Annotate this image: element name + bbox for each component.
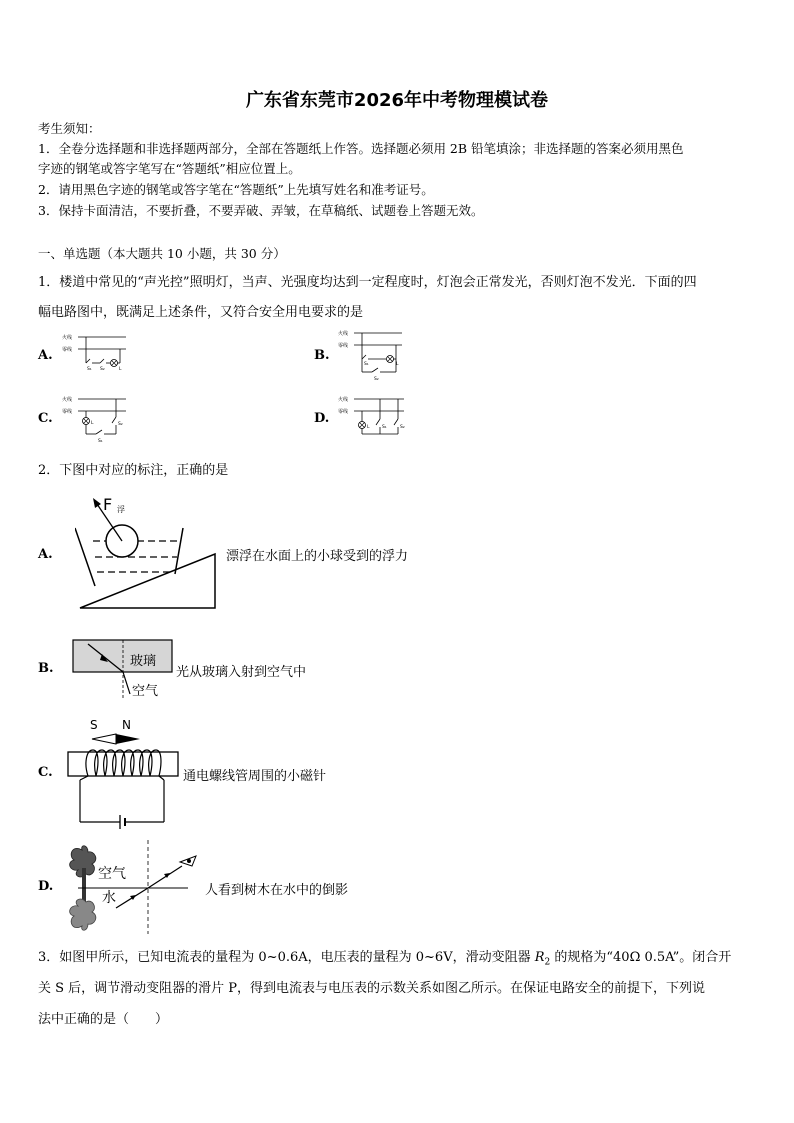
q3-stem-part1: 3．如图甲所示，已知电流表的量程为 0~0.6A，电压表的量程为 0~6V，滑动变阻器 (38, 950, 535, 965)
r2-subscript: 2 (544, 957, 551, 968)
q2-option-b-label: B. (38, 661, 54, 676)
svg-text:零线: 零线 (338, 343, 349, 349)
r2-symbol: R (534, 950, 545, 965)
q2-option-c-label: C. (38, 765, 53, 780)
neutral-wire-label: 零线 (62, 347, 73, 353)
q1-option-b-label: B. (314, 348, 330, 363)
tree-reflection-icon (70, 888, 96, 930)
q1-stem: 1．楼道中常见的“声光控”照明灯，当声、光强度均达到一定程度时，灯泡会正常发光，否则灯泡不发光．下面的四 (38, 275, 697, 290)
q1-circuit-d (336, 392, 408, 447)
force-sub-label: 浮 (117, 505, 125, 514)
page-title: 广东省东莞市2026年中考物理模试卷 (245, 90, 549, 111)
q1-option-a-label: A. (38, 348, 53, 363)
water-label: 水 (102, 890, 116, 906)
svg-text:火线: 火线 (62, 397, 73, 403)
q2-option-c-figure (66, 714, 182, 830)
q2-option-c-text: 通电螺线管周围的小磁针 (183, 769, 327, 784)
svg-text:S₁: S₁ (87, 367, 92, 372)
notice-item-1-cont: 字迹的钢笔或答字笔写在“答题纸”相应位置上。 (38, 161, 301, 176)
svg-text:S₂: S₂ (100, 367, 105, 372)
q1-option-d-label: D. (314, 411, 330, 426)
svg-text:S₁: S₁ (364, 362, 369, 367)
svg-text:S₁: S₁ (98, 439, 103, 444)
q2-option-d-text: 人看到树木在水中的倒影 (205, 883, 349, 898)
compass-needle-south (92, 734, 116, 744)
q2-option-b-figure (72, 638, 174, 700)
svg-text:S₂: S₂ (118, 422, 123, 427)
q1-circuit-a (60, 330, 130, 380)
north-pole-label: N (122, 718, 131, 732)
q2-option-b-text: 光从玻璃入射到空气中 (176, 665, 307, 680)
q2-stem: 2．下图中对应的标注，正确的是 (38, 463, 229, 478)
svg-text:L: L (91, 421, 94, 426)
q2-option-a-text: 漂浮在水面上的小球受到的浮力 (226, 549, 409, 564)
q2-option-a-label: A. (38, 547, 53, 562)
q1-circuit-c (60, 392, 130, 447)
force-label: F (103, 495, 113, 514)
notice-item-3: 3．保持卡面清洁，不要折叠，不要弄破、弄皱，在草稿纸、试题卷上答题无效。 (38, 203, 484, 218)
svg-text:S₂: S₂ (374, 377, 379, 382)
notice-item-1: 1．全卷分选择题和非选择题两部分，全部在答题纸上作答。选择题必须用 2B 铅笔填涂；非选择题的答案必须用黑色 (38, 141, 684, 156)
q2-option-d-figure (58, 838, 208, 938)
q2-option-d-label: D. (38, 879, 54, 894)
q3-stem (38, 946, 731, 968)
svg-text:火线: 火线 (338, 331, 349, 337)
south-pole-label: S (90, 718, 98, 732)
compass-needle-north (116, 734, 140, 744)
svg-text:L: L (396, 362, 399, 367)
q1-circuit-b (336, 326, 406, 386)
section-heading: 一、单选题（本大题共 10 小题，共 30 分） (38, 246, 286, 261)
svg-text:火线: 火线 (338, 397, 349, 403)
q1-stem-cont: 幅电路图中，既满足上述条件，又符合安全用电要求的是 (38, 305, 364, 320)
q3-stem-cont: 关 S 后，调节滑动变阻器的滑片 P，得到电流表与电压表的示数关系如图乙所示。在保证电路安全的前提下，下列说 (38, 981, 706, 996)
air-label: 空气 (98, 866, 126, 882)
q3-stem-end: 法中正确的是（ ） (38, 1012, 169, 1027)
svg-text:零线: 零线 (338, 409, 349, 415)
q3-stem-part2: 的规格为“40Ω 0.5A”。闭合开 (550, 950, 732, 965)
svg-text:S₁: S₁ (382, 425, 387, 430)
glass-block (73, 640, 172, 672)
q2-option-a-figure (75, 492, 220, 612)
glass-label: 玻璃 (130, 654, 157, 669)
svg-text:L: L (367, 425, 370, 430)
notice-heading: 考生须知： (38, 121, 101, 136)
notice-item-2: 2．请用黑色字迹的钢笔或答字笔在“答题纸”上先填写姓名和准考证号。 (38, 182, 434, 197)
svg-text:S₂: S₂ (400, 425, 405, 430)
air-label: 空气 (132, 684, 159, 699)
svg-text:零线: 零线 (62, 409, 73, 415)
q1-option-c-label: C. (38, 411, 53, 426)
fire-wire-label: 火线 (62, 335, 73, 341)
tree-icon (70, 846, 96, 888)
svg-text:L: L (119, 367, 122, 372)
